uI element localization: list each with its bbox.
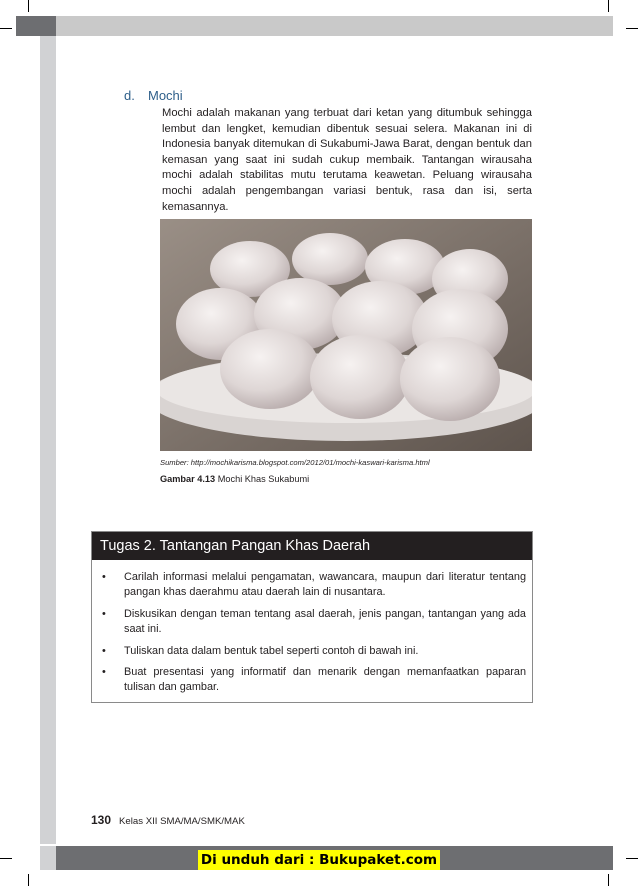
mochi-photo (160, 219, 532, 451)
section-paragraph: Mochi adalah makanan yang terbuat dari ketan yang ditumbuk sehingga lembut dan lengket, kemudian dibentuk sesuai selera. Makanan ini di Indonesia banyak ditemukan di Sukabumi-Jawa Barat, dengan bentuk dan kemasan yang saat ini sudah cukup membaik. Tantangan wirausaha mochi adalah stabilitas mutu terutama keawetan. Peluang wirausaha mochi adalah pengembangan variasi bentuk, rasa dan isi, serta kemasannya. (162, 107, 532, 213)
bullet-icon: • (102, 644, 106, 657)
task-item: • Tuliskan data dalam bentuk tabel seperti contoh di bawah ini. (100, 644, 526, 659)
task-item: • Carilah informasi melalui pengamatan, wawancara, maupun dari literatur tentang pangan khas daerahmu atau daerah lain di nusantara. (102, 571, 526, 599)
left-frame-bottom (40, 846, 56, 870)
book-title: Kelas XII SMA/MA/SMK/MAK (119, 816, 245, 827)
task-title: Tugas 2. Tantangan Pangan Khas Daerah (92, 532, 532, 560)
top-frame-bar (16, 16, 613, 36)
task-box (91, 531, 533, 703)
figure-source: Sumber: http://mochikarisma.blogspot.com/2012/01/mochi-kaswari-karisma.html (160, 458, 430, 467)
figure-label: Gambar 4.13 (160, 474, 216, 484)
left-frame-bar (40, 36, 56, 844)
bullet-icon: • (102, 666, 106, 679)
download-watermark: Di unduh dari : Bukupaket.com (198, 850, 440, 870)
section-letter: d. (124, 88, 135, 103)
task-item: • Diskusikan dengan teman tentang asal daerah, jenis pangan, tantangan yang ada saat ini. (102, 607, 526, 636)
page-footer (91, 813, 245, 827)
page-number: 130 (91, 813, 112, 827)
task-list (92, 560, 532, 696)
bullet-icon: • (102, 607, 106, 620)
top-frame-corner (16, 16, 56, 36)
bullet-icon: • (102, 571, 106, 583)
section-title: Mochi (148, 88, 183, 103)
task-item: • Buat presentasi yang informatif dan menarik dengan memanfaatkan paparan tulisan dan gambar. (102, 666, 526, 694)
figure-caption (160, 474, 309, 484)
figure-caption-text: Mochi Khas Sukabumi (217, 474, 310, 484)
section-heading (124, 88, 183, 103)
